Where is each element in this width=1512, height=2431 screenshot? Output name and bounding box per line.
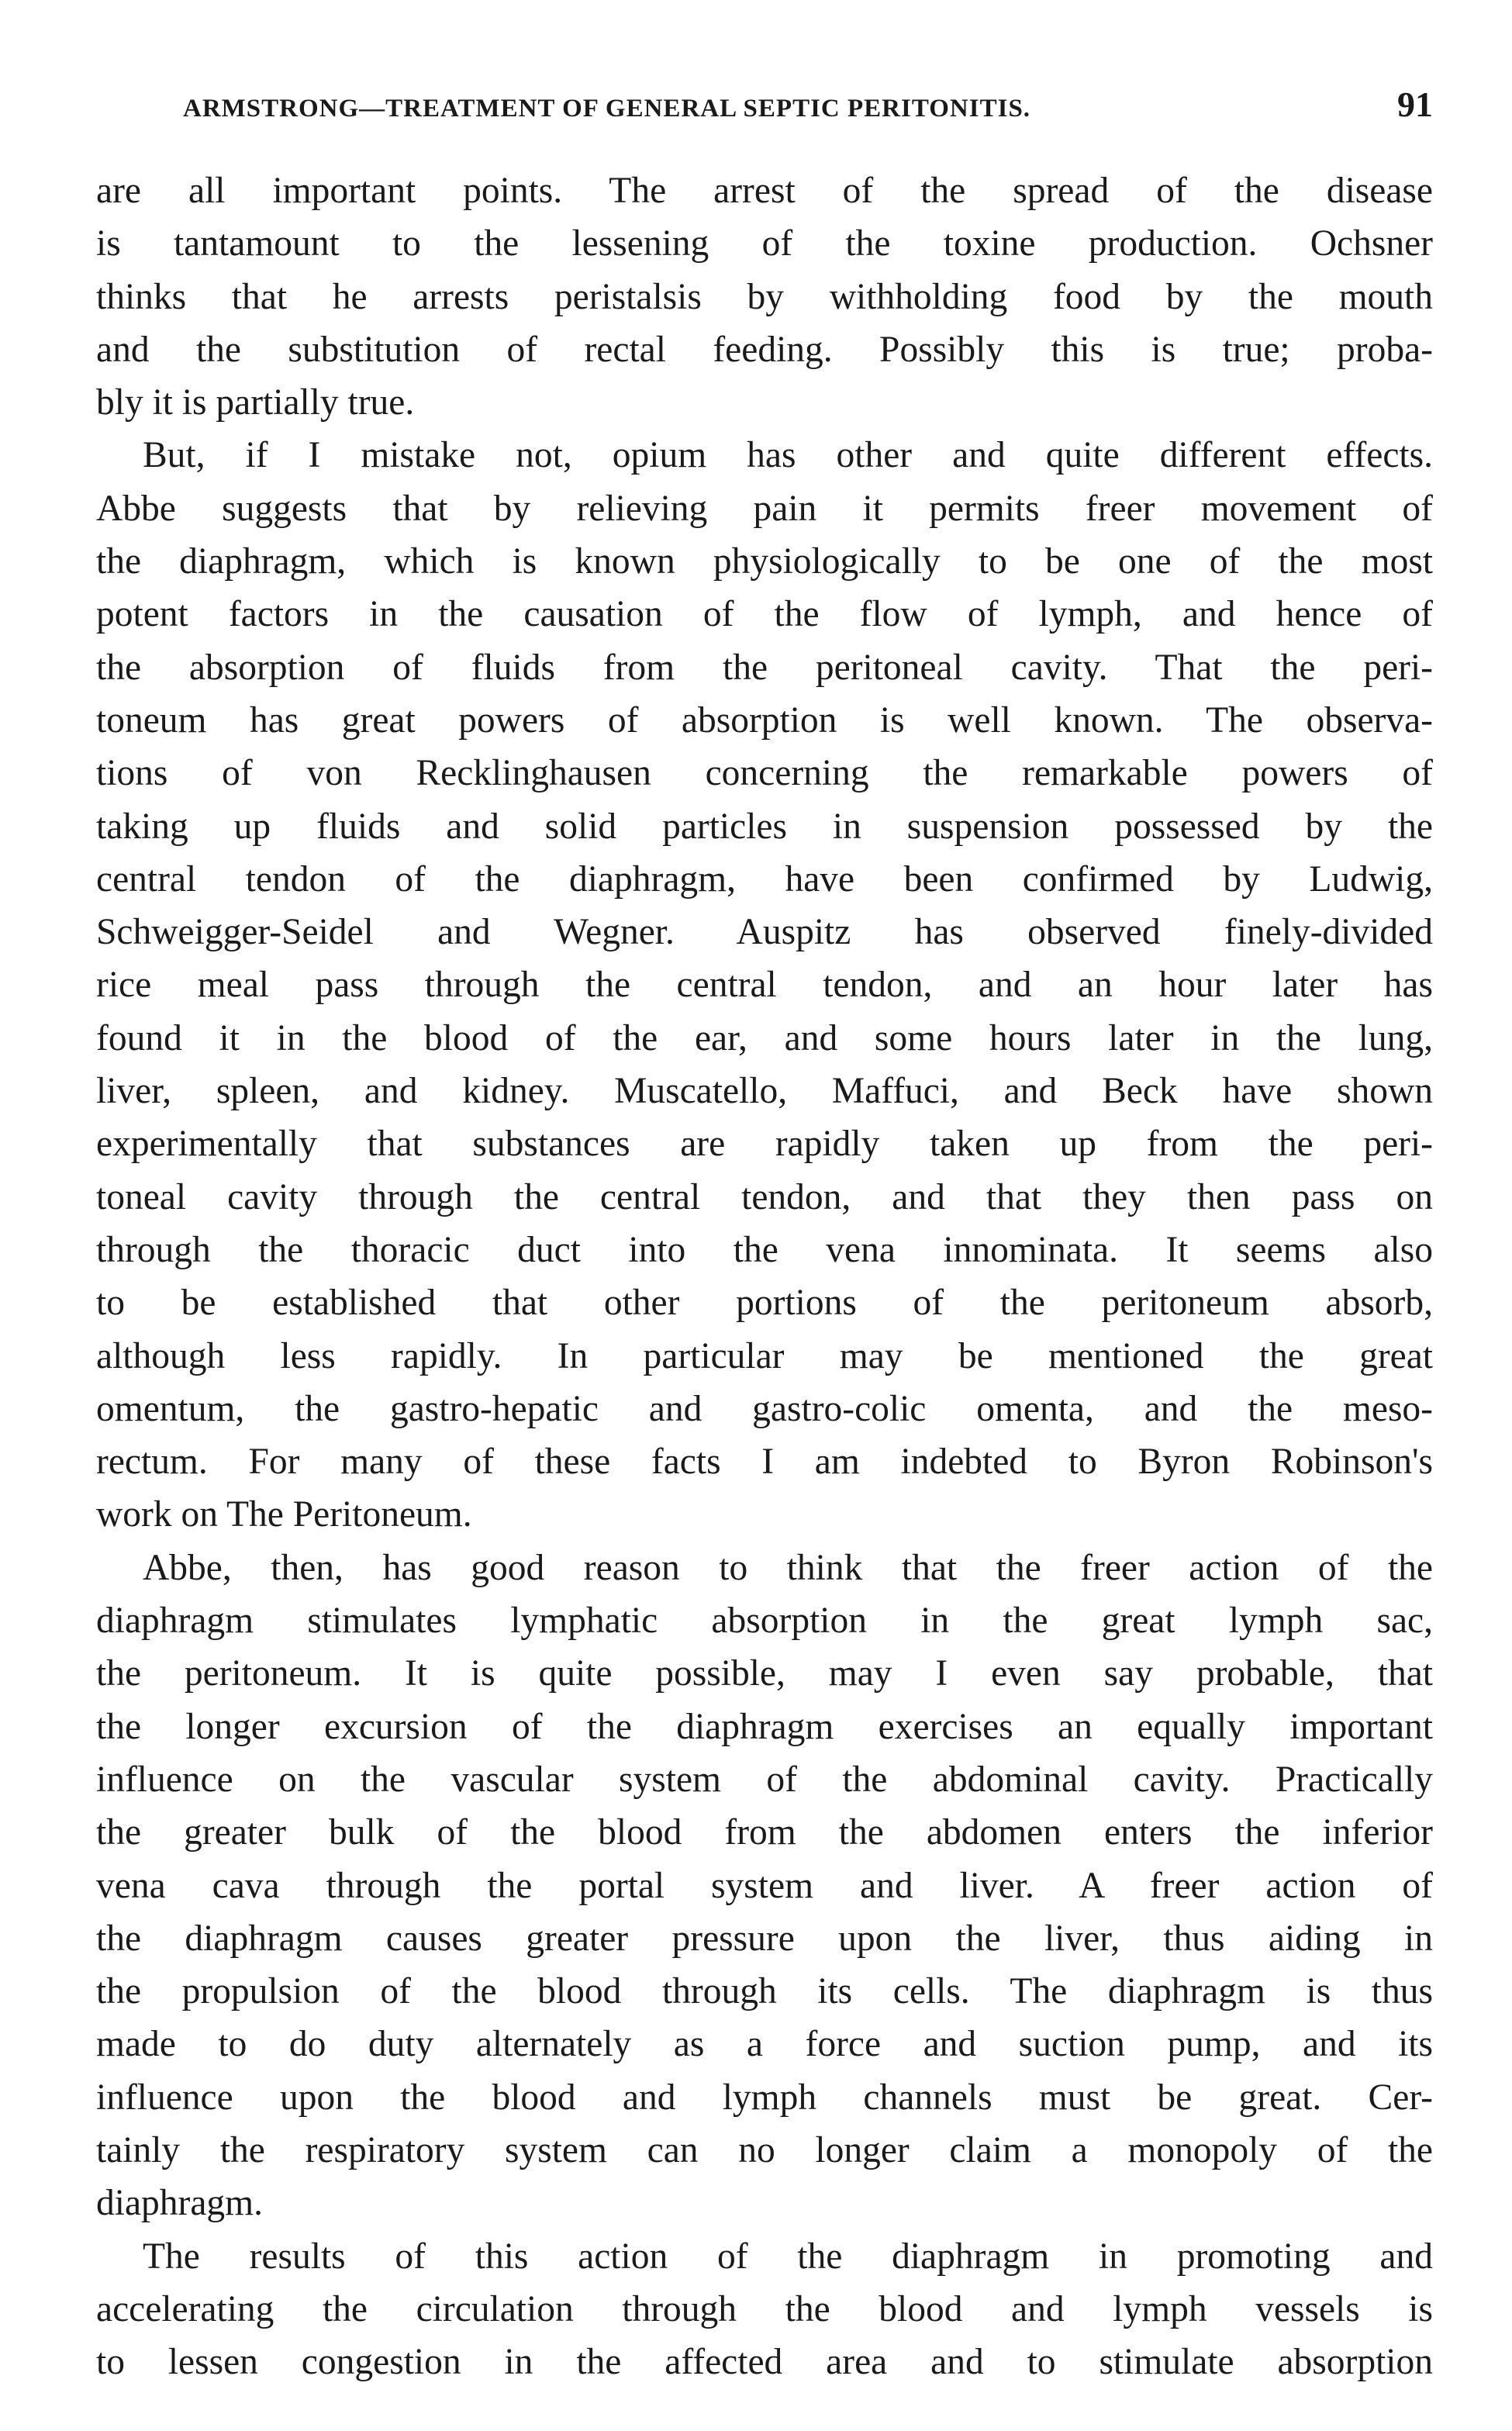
text-line: taking up fluids and solid particles in suspension possessed by the	[96, 806, 1433, 847]
text-line: diaphragm stimulates lymphatic absorption in the great lymph sac,	[96, 1601, 1433, 1642]
text-line: the greater bulk of the blood from the abdomen enters the inferior	[96, 1812, 1433, 1853]
text-line: to be established that other portions of the peritoneum absorb,	[96, 1283, 1433, 1324]
text-line: toneal cavity through the central tendon, and that they then pass on	[96, 1176, 1433, 1217]
text-line: the diaphragm causes greater pressure upon the liver, thus aiding in	[96, 1918, 1433, 1959]
text-line: the diaphragm, which is known physiologically to be one of the most	[96, 541, 1433, 582]
text-line: the propulsion of the blood through its cells. The diaphragm is thus	[96, 1971, 1433, 2012]
page-number: 91	[1397, 85, 1433, 124]
text-line: Schweigger-Seidel and Wegner. Auspitz has observed finely-divided	[96, 912, 1433, 953]
running-head	[183, 84, 1433, 130]
text-line: are all important points. The arrest of the spread of the disease	[96, 171, 1433, 211]
body-text	[96, 164, 1433, 2388]
text-line: rectum. For many of these facts I am indebted to Byron Robinson's	[96, 1442, 1433, 1483]
text-line: rice meal pass through the central tendon, and an hour later has	[96, 965, 1433, 1006]
text-line: Abbe, then, has good reason to think that the freer action of the	[143, 1547, 1433, 1588]
text-line: The results of this action of the diaphragm in promoting and	[143, 2236, 1433, 2277]
text-line: found it in the blood of the ear, and some hours later in the lung,	[96, 1017, 1433, 1058]
text-line: Abbe suggests that by relieving pain it permits freer movement of	[96, 488, 1433, 529]
text-line: experimentally that substances are rapidly taken up from the peri-	[96, 1124, 1433, 1165]
text-line: tions of von Recklinghausen concerning the remarkable powers of	[96, 753, 1433, 794]
text-line: toneum has great powers of absorption is well known. The observa-	[96, 699, 1433, 741]
text-line: although less rapidly. In particular may be mentioned the great	[96, 1335, 1433, 1376]
text-line: tainly the respiratory system can no longer claim a monopoly of the	[96, 2129, 1433, 2170]
text-line: thinks that he arrests peristalsis by withholding food by the mouth	[96, 276, 1433, 317]
text-line: to lessen congestion in the affected area and to stimulate absorption	[96, 2342, 1433, 2383]
text-line: central tendon of the diaphragm, have been confirmed by Ludwig,	[96, 858, 1433, 900]
text-line: potent factors in the causation of the flow of lymph, and hence of	[96, 594, 1433, 635]
text-line: work on The Peritoneum.	[96, 1494, 472, 1535]
text-line: through the thoracic duct into the vena innominata. It seems also	[96, 1229, 1433, 1270]
paragraph	[96, 429, 1433, 1541]
text-line: influence upon the blood and lymph channels must be great. Cer-	[96, 2077, 1433, 2118]
text-line: the absorption of fluids from the peritoneal cavity. That the peri-	[96, 647, 1433, 688]
text-line: made to do duty alternately as a force and suction pump, and its	[96, 2024, 1433, 2065]
paragraph	[96, 164, 1433, 429]
text-line: bly it is partially true.	[96, 382, 415, 423]
text-line: the peritoneum. It is quite possible, may I even say probable, that	[96, 1653, 1433, 1694]
text-line: But, if I mistake not, opium has other and quite different effects.	[143, 435, 1433, 476]
text-line: and the substitution of rectal feeding. Possibly this is true; proba-	[96, 329, 1433, 370]
text-line: accelerating the circulation through the blood and lymph vessels is	[96, 2288, 1433, 2329]
text-line: vena cava through the portal system and liver. A freer action of	[96, 1865, 1433, 1906]
paragraph	[96, 1542, 1433, 2230]
text-line: diaphragm.	[96, 2183, 264, 2224]
running-title: ARMSTRONG—TREATMENT OF GENERAL SEPTIC PERITONITIS.	[183, 95, 1031, 123]
text-line: influence on the vascular system of the abdominal cavity. Practically	[96, 1759, 1433, 1800]
text-line: omentum, the gastro-hepatic and gastro-colic omenta, and the meso-	[96, 1388, 1433, 1429]
text-line: is tantamount to the lessening of the toxine production. Ochsner	[96, 223, 1433, 264]
text-line: the longer excursion of the diaphragm exercises an equally important	[96, 1706, 1433, 1747]
paragraph	[96, 2230, 1433, 2389]
text-line: liver, spleen, and kidney. Muscatello, Maffuci, and Beck have shown	[96, 1071, 1433, 1112]
